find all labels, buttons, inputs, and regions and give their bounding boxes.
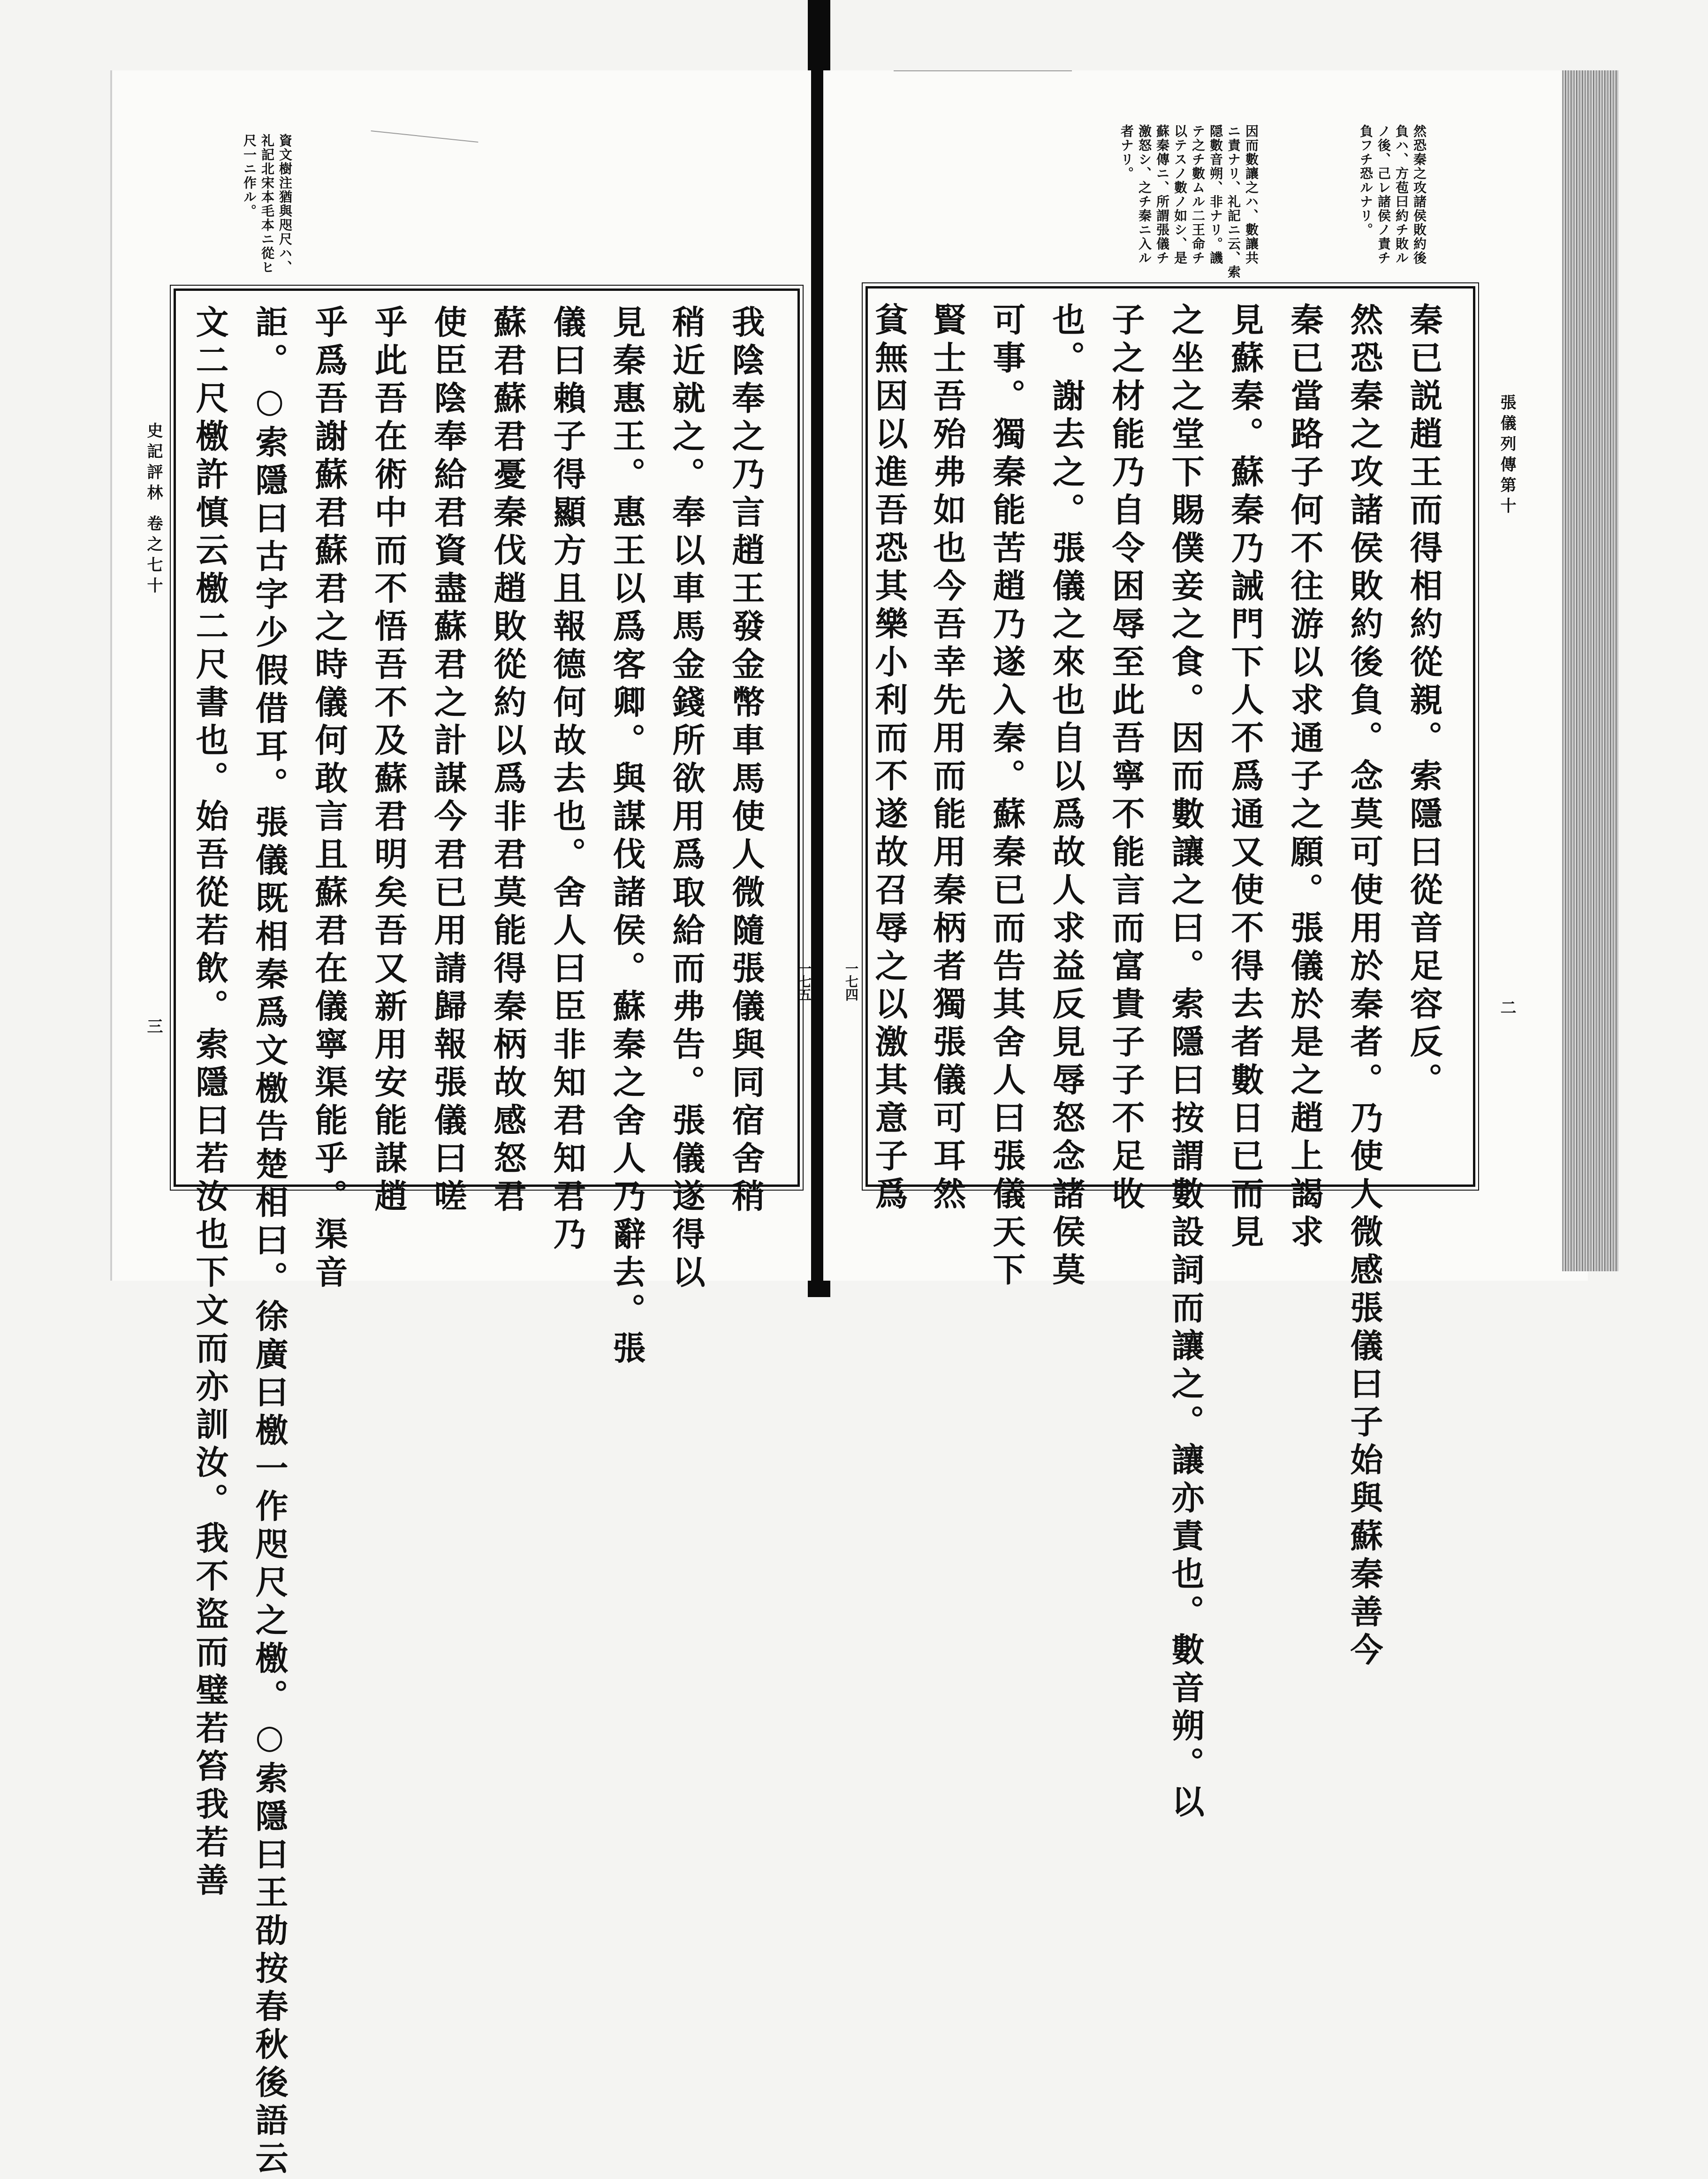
text-frame-right [865,286,1475,1822]
text-column: 賢士吾殆弗如也今吾幸先用而能用秦柄者獨張儀可耳然 [928,303,967,1215]
headnote-line: テ之チ數ムル二王命チ [1190,124,1206,265]
page-number-left: 三 [144,1018,163,1034]
text-column: 使臣陰奉給君資盡蘇君之計謀今君已用請歸報張儀曰嗟 [429,305,468,1217]
text-column: 稍近就之。奉以車馬金錢所欲用爲取給而弗告。張儀遂得以 [667,305,706,1293]
headnote-line: 然恐秦之攻諸侯敗約後 [1412,124,1427,265]
text-column: 子之材能乃自令困辱至此吾寧不能言而富貴子子不足收 [1107,303,1146,1215]
headnote-line: 負ハ、方苞曰約チ敗ル [1394,124,1409,265]
headnote-line: ノ後、己レ諸侯ノ責チ [1376,124,1391,265]
text-column: 秦已當路子何不往游以求通子之願。張儀於是之趙上謁求 [1285,303,1324,1253]
text-column: 之坐之堂下賜僕妾之食。因而數讓之曰。索隱曰按謂數設詞而讓之。讓亦責也。數音朔。以 [1166,303,1205,1822]
text-column: 乎爲吾謝蘇君蘇君之時儀何敢言且蘇君在儀寧渠能乎。渠音 [310,305,349,1293]
headnote-line: 資文樹注猶與咫尺ハ、 [277,134,293,274]
text-column: 然恐秦之攻諸侯敗約後負。念莫可使用於秦者。乃使人微感張儀曰子始與蘇秦善今 [1345,303,1384,1670]
text-column: 秦已説趙王而得相約從親。索隱曰從音足容反。 [1404,303,1443,1101]
headnote-line: ニ責ナリ、礼記ニ云、索 [1226,124,1241,279]
headnote-line: 者ナリ。 [1119,124,1134,181]
headnote-line: 礼記北宋本毛本ニ從ヒ [259,134,275,274]
headnote-line: 負フチ恐ルナリ。 [1358,124,1374,237]
folio-right: 一七四 [843,962,859,1001]
running-head-right: 張儀列傳第十 [1497,394,1516,518]
page-number-right: 二 [1497,999,1516,1015]
headnote-line: 以テスノ數ノ如シ、是 [1172,124,1188,265]
headnote-line: 隠數音朔、非ナリ。譏 [1208,124,1223,265]
headnote-line: 蘇秦傳ニ、所謂張儀チ [1154,124,1170,265]
text-column: 可事。獨秦能苦趙乃遂入秦。蘇秦已而告其舍人曰張儀天下 [987,303,1026,1291]
headnote-line: 激怒シ、之チ秦ニ入ル [1137,124,1152,265]
text-column: 蘇君蘇君憂秦伐趙敗從約以爲非君莫能得秦柄故感怒君 [488,305,527,1217]
text-frame-left [174,289,800,2179]
text-column: 見蘇秦。蘇秦乃誡門下人不爲通又使不得去者數日已而見 [1226,303,1265,1253]
headnote-line: 因而數讓之ハ、數讓共 [1244,124,1259,265]
folio-left: 一七五 [797,962,812,1001]
text-column: 見秦惠王。惠王以爲客卿。與謀伐諸侯。蘇秦之舍人乃辭去。張 [607,305,646,1369]
text-column: 文二尺檄許慎云檄二尺書也。始吾從若飲。索隱曰若汝也下文而亦訓汝。我不盜而璧若笞我若善 [190,305,229,1901]
headnote-line: 尺一ニ作ル。 [242,134,257,218]
text-column: 貧無因以進吾恐其樂小利而不遂故召辱之以激其意子爲 [870,303,909,1215]
text-column: 乎此吾在術中而不悟吾不及蘇君明矣吾又新用安能謀趙 [369,305,408,1217]
text-column: 也。謝去之。張儀之來也自以爲故人求益反見辱怒念諸侯莫 [1047,303,1086,1291]
running-head-left: 史記評林 卷之七十 [144,422,163,598]
text-column: 儀曰賴子得顯方且報德何故去也。舍人曰臣非知君知君乃 [548,305,587,1255]
page-edge [1562,70,1618,1271]
stray-mark [894,70,1072,71]
text-column: 詎。○索隱曰古字少假借耳。張儀既相秦爲文檄告楚相曰。徐廣曰檄一作咫尺之檄。○索隱曰王劭按春秋後語云 [250,305,289,2179]
text-column: 我陰奉之乃言趙王發金幣車馬使人微隨張儀與同宿舍稍 [727,305,766,1217]
